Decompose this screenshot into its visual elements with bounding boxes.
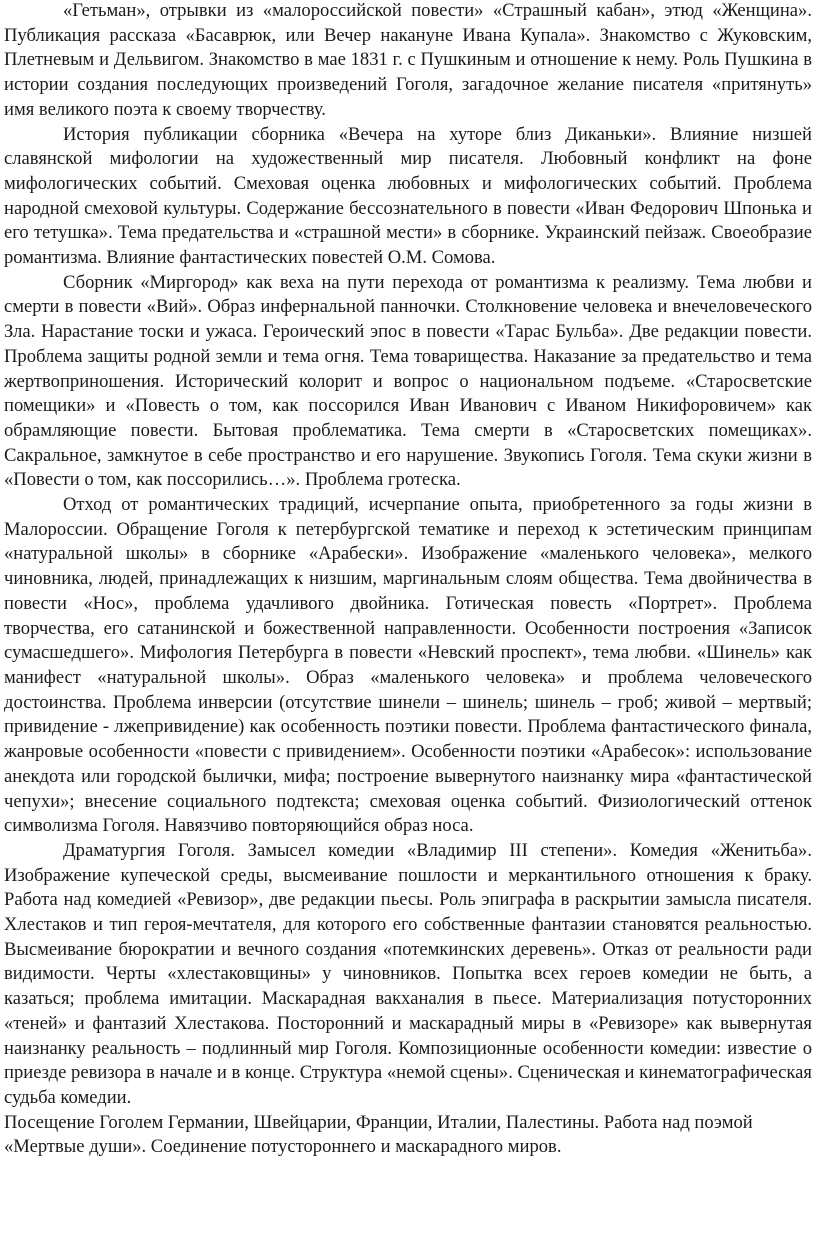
paragraph-4: Отход от романтических традиций, исчерпание опыта, приобретенного за годы жизни в Малороссии. Обращение Гоголя к петербургской тематике и переход к эстетическим принципам «натуральной школы» в сборнике «Арабески». Изображение «маленького человека», мелкого чиновника, людей, принадлежащих к низшим, маргинальным слоям общества. Тема двойничества в повести «Нос», проблема удачливого двойника. Готическая повесть «Портрет». Проблема творчества, его сатанинской и божественной направленности. Особенности построения «Записок сумасшедшего». Мифология Петербурга в повести «Невский проспект», тема любви. «Шинель» как манифест «натуральной школы». Образ «маленького человека» и проблема человеческого достоинства. Проблема инверсии (отсутствие шинели – шинель; шинель – гроб; живой – мертвый; привидение - лжепривидение) как особенность поэтики повести. Проблема фантастического финала, жанровые особенности «повести с привидением». Особенности поэтики «Арабесок»: использование анекдота или городской былички, мифа; построение вывернутого наизнанку мира «фантастической чепухи»; внесение социального подтекста; смеховая оценка событий. Физиологический оттенок символизма Гоголя. Навязчиво повторяющийся образ носа. xyxy=(4,494,812,837)
paragraph-6: Посещение Гоголем Германии, Швейцарии, Франции, Италии, Палестины. Работа над поэмой «Мертвые души». Соединение потустороннего и маскарадного миров. xyxy=(4,1111,753,1158)
paragraph-1: «Гетьман», отрывки из «малороссийской повести» «Страшный кабан», этюд «Женщина». Публикация рассказа «Басаврюк, или Вечер накануне Ивана Купала». Знакомство с Жуковским, Плетневым и Дельвигом. Знакомство в мае 1831 г. с Пушкиным и отношение к нему. Роль Пушкина в истории создания последующих произведений Гоголя, загадочное желание писателя «притянуть» имя великого поэта к своему творчеству. xyxy=(4,0,812,120)
paragraph-5: Драматургия Гоголя. Замысел комедии «Владимир III степени». Комедия «Женитьба». Изображение купеческой среды, высмеивание пошлости и меркантильного отношения к браку. Работа над комедией «Ревизор», две редакции пьесы. Роль эпиграфа в раскрытии замысла писателя. Хлестаков и тип героя-мечтателя, для которого его собственные фантазии становятся реальностью. Высмеивание бюрократии и вечного создания «потемкинских деревень». Отказ от реальности ради видимости. Черты «хлестаковщины» у чиновников. Попытка всех героев комедии не быть, а казаться; проблема имитации. Маскарадная вакханалия в пьесе. Материализация потусторонних «теней» и фантазий Хлестакова. Посторонний и маскарадный миры в «Ревизоре» как вывернутая наизнанку реальность – подлинный мир Гоголя. Композиционные особенности комедии: известие о приезде ревизора в начале и в конце. Структура «немой сцены». Сценическая и кинематографическая судьба комедии. xyxy=(4,839,812,1108)
paragraph-2: История публикации сборника «Вечера на хуторе близ Диканьки». Влияние низшей славянской мифологии на художественный мир писателя. Любовный конфликт на фоне мифологических событий. Смеховая оценка любовных и мифологических событий. Проблема народной смеховой культуры. Содержание бессознательного в повести «Иван Федорович Шпонька и его тетушка». Тема предательства и «страшной мести» в сборнике. Украинский пейзаж. Своеобразие романтизма. Влияние фантастических повестей О.М. Сомова. xyxy=(4,123,812,269)
paragraph-3: Сборник «Миргород» как веха на пути перехода от романтизма к реализму. Тема любви и смерти в повести «Вий». Образ инфернальной панночки. Столкновение человека и внечеловеческого Зла. Нарастание тоски и ужаса. Героический эпос в повести «Тарас Бульба». Две редакции повести. Проблема защиты родной земли и тема огня. Тема товарищества. Наказание за предательство и тема жертвоприношения. Исторический колорит и вопрос о национальном подъеме. «Старосветские помещики» и «Повесть о том, как поссорился Иван Иванович с Иваном Никифоровичем» как обрамляющие повести. Бытовая проблематика. Тема смерти в «Старосветских помещиках». Сакральное, замкнутое в себе пространство и его нарушение. Звукопись Гоголя. Тема скуки жизни в «Повести о том, как поссорились…». Проблема гротеска. xyxy=(4,271,812,491)
